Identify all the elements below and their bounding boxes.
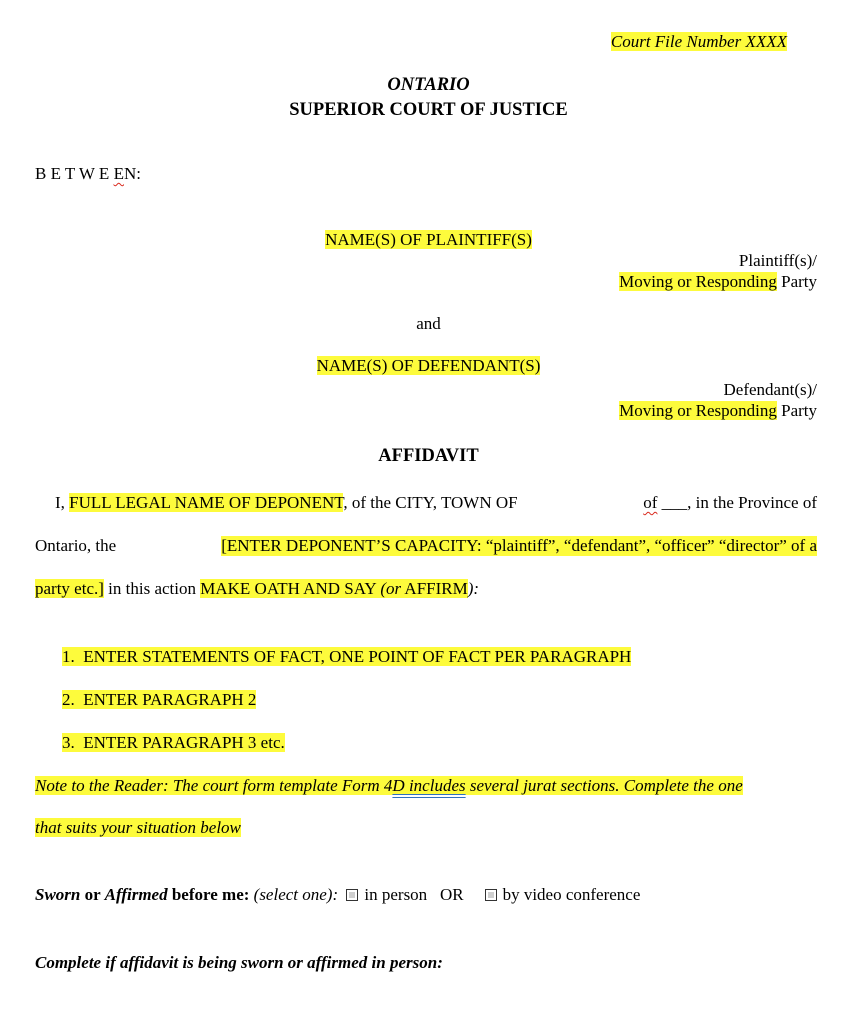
paragraph-3: 3. ENTER PARAGRAPH 3 etc. — [62, 733, 285, 752]
court-file-number: Court File Number XXXX — [610, 32, 787, 51]
intro-line-2: Ontario, the [ENTER DEPONENT’S CAPACITY: “plaintiff”, “defendant”, “officer” “director” of a — [35, 536, 817, 555]
note-line-1: Note to the Reader: The court form template Form 4D includes several jurat sections. Complete the one — [35, 776, 743, 795]
court-heading: SUPERIOR COURT OF JUSTICE — [289, 100, 568, 120]
defendant-name: NAME(S) OF DEFENDANT(S) — [316, 356, 541, 375]
and-connector: and — [416, 314, 441, 333]
plaintiff-name: NAME(S) OF PLAINTIFF(S) — [325, 230, 532, 249]
sworn-affirmed-line: Sworn or Affirmed before me: (select one): in person OR by video conference — [35, 885, 641, 904]
defendant-role-line2: Moving or Responding Party — [619, 401, 817, 420]
video-conference-label: by video conference — [502, 885, 641, 904]
affidavit-title: AFFIDAVIT — [378, 446, 479, 466]
intro-line-1: I, FULL LEGAL NAME OF DEPONENT, of the CITY, TOWN OF of ___, in the Province of — [55, 493, 817, 512]
plaintiff-role-line2: Moving or Responding Party — [619, 272, 817, 291]
complete-in-person-heading: Complete if affidavit is being sworn or affirmed in person: — [35, 953, 443, 972]
in-person-label: in person — [364, 885, 428, 904]
video-conference-checkbox[interactable] — [485, 889, 497, 901]
in-person-checkbox[interactable] — [346, 889, 358, 901]
between-label: B E T W E EN: — [35, 164, 141, 183]
note-line-2: that suits your situation below — [35, 818, 241, 837]
plaintiff-role-line1: Plaintiff(s)/ — [738, 251, 817, 270]
paragraph-1: 1. ENTER STATEMENTS OF FACT, ONE POINT OF FACT PER PARAGRAPH — [62, 647, 632, 666]
province-heading: ONTARIO — [387, 75, 470, 95]
intro-line-3: party etc.] in this action MAKE OATH AND SAY (or AFFIRM): — [35, 579, 480, 598]
paragraph-2: 2. ENTER PARAGRAPH 2 — [62, 690, 257, 709]
defendant-role-line1: Defendant(s)/ — [723, 380, 817, 399]
